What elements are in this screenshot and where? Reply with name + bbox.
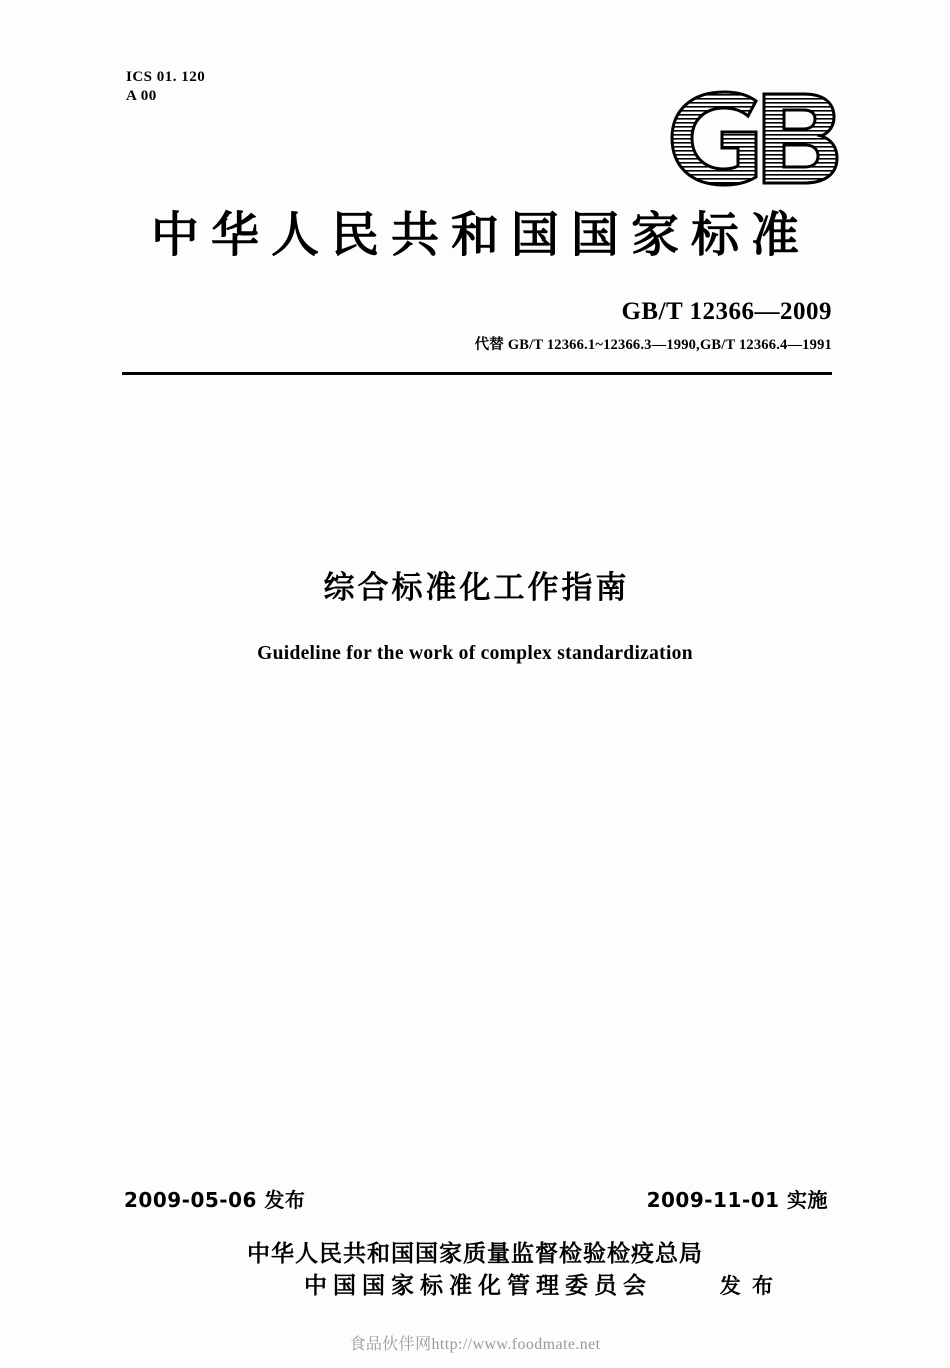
standard-number-block [475,298,832,354]
horizontal-divider [122,372,832,375]
publisher-block [0,1238,950,1302]
publish-label: 发 布 [719,1274,775,1298]
gb-logo-icon [664,86,854,191]
document-title-english: Guideline for the work of complex standardization [257,643,693,664]
standard-number: GB/T 12366—2009 [621,298,832,325]
watermark-text: 食品伙伴网http://www.foodmate.net [349,1336,601,1353]
page-title: 中华人民共和国国家标准 [150,207,811,263]
document-title-chinese: 综合标准化工作指南 [323,570,630,606]
classification-code: A 00 [126,88,157,104]
issue-date: 2009-05-06 发布 [124,1188,306,1212]
publisher-line-1: 中华人民共和国国家质量监督检验检疫总局 [247,1241,703,1267]
implementation-date: 2009-11-01 实施 [646,1188,828,1212]
replaces-note: 代替 GB/T 12366.1~12366.3—1990,GB/T 12366.4—1991 [474,337,832,353]
publisher-line-2: 中国国家标准化管理委员会 [304,1273,652,1299]
publisher-names [247,1238,775,1302]
ics-block [126,68,205,106]
ics-code: ICS 01. 120 [126,69,206,85]
